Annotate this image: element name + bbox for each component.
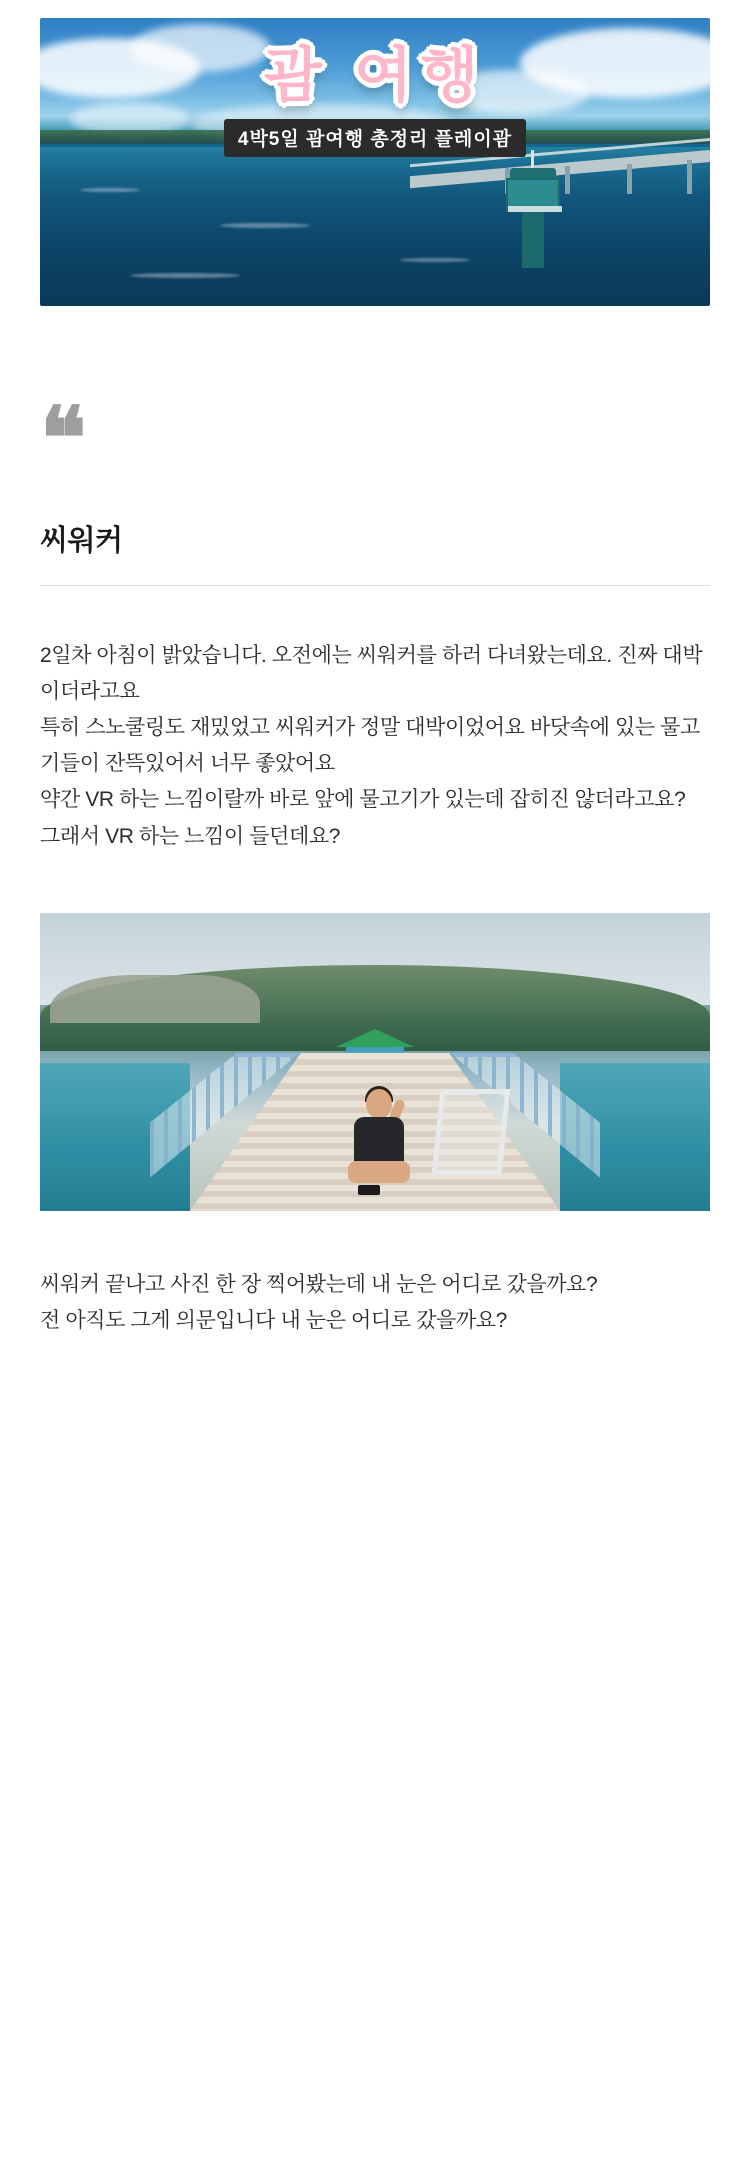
section-heading: 씨워커 <box>40 525 123 557</box>
gazebo-roof <box>336 1029 414 1047</box>
hero-title: 괌 여행 <box>263 42 487 109</box>
pier-leg <box>565 166 570 194</box>
closing-paragraph: 씨워커 끝나고 사진 한 장 찍어봤는데 내 눈은 어디로 갔을까요? <box>40 1272 598 1296</box>
tower-shaft <box>522 212 544 268</box>
tower-roof <box>510 168 556 178</box>
person-head <box>366 1089 392 1119</box>
water-sparkle <box>80 188 140 192</box>
quote-block <box>0 306 750 487</box>
section-heading-container <box>0 470 750 559</box>
closing-paragraph: 전 아직도 그게 의문입니다 내 눈은 어디로 갔을까요? <box>40 1308 507 1332</box>
person-legs <box>348 1161 410 1183</box>
quote-mark-icon: ❝ <box>40 391 87 487</box>
photo-container <box>0 855 750 1211</box>
tower-body <box>506 178 560 212</box>
hero-subtitle: 4박5일 괌여행 총정리 플레이괌 <box>224 119 526 157</box>
body-paragraph: 약간 VR 하는 느낌이랄까 바로 앞에 물고기가 있는데 잡히진 않더라고요? 그래서 VR 하는 느낌이 들던데요? <box>40 788 686 848</box>
person-figure <box>344 1089 414 1199</box>
water-sparkle <box>130 273 240 278</box>
observation-tower <box>506 168 560 264</box>
cart-shape <box>431 1089 510 1175</box>
bridge-photo <box>40 913 710 1211</box>
water-sparkle <box>400 258 470 262</box>
hero-image-container <box>0 0 750 306</box>
body-text-block <box>0 586 750 855</box>
body-paragraph: 2일차 아침이 밝았습니다. 오전에는 씨워커를 하러 다녀왔는데요. 진짜 대박이더라고요 <box>40 644 703 704</box>
cliff-shape <box>50 975 260 1023</box>
pier-leg <box>687 160 692 194</box>
closing-text-block <box>0 1211 750 1379</box>
body-paragraph: 특히 스노쿨링도 재밌었고 씨워커가 정말 대박이었어요 바닷속에 있는 물고기들이 잔뜩있어서 너무 좋았어요 <box>40 716 700 776</box>
person-shirt <box>354 1117 404 1167</box>
pier-leg <box>627 164 632 194</box>
phone-on-deck <box>358 1185 380 1195</box>
hero-title-block <box>40 44 710 157</box>
hero-image <box>40 18 710 306</box>
water-sparkle <box>220 223 310 228</box>
